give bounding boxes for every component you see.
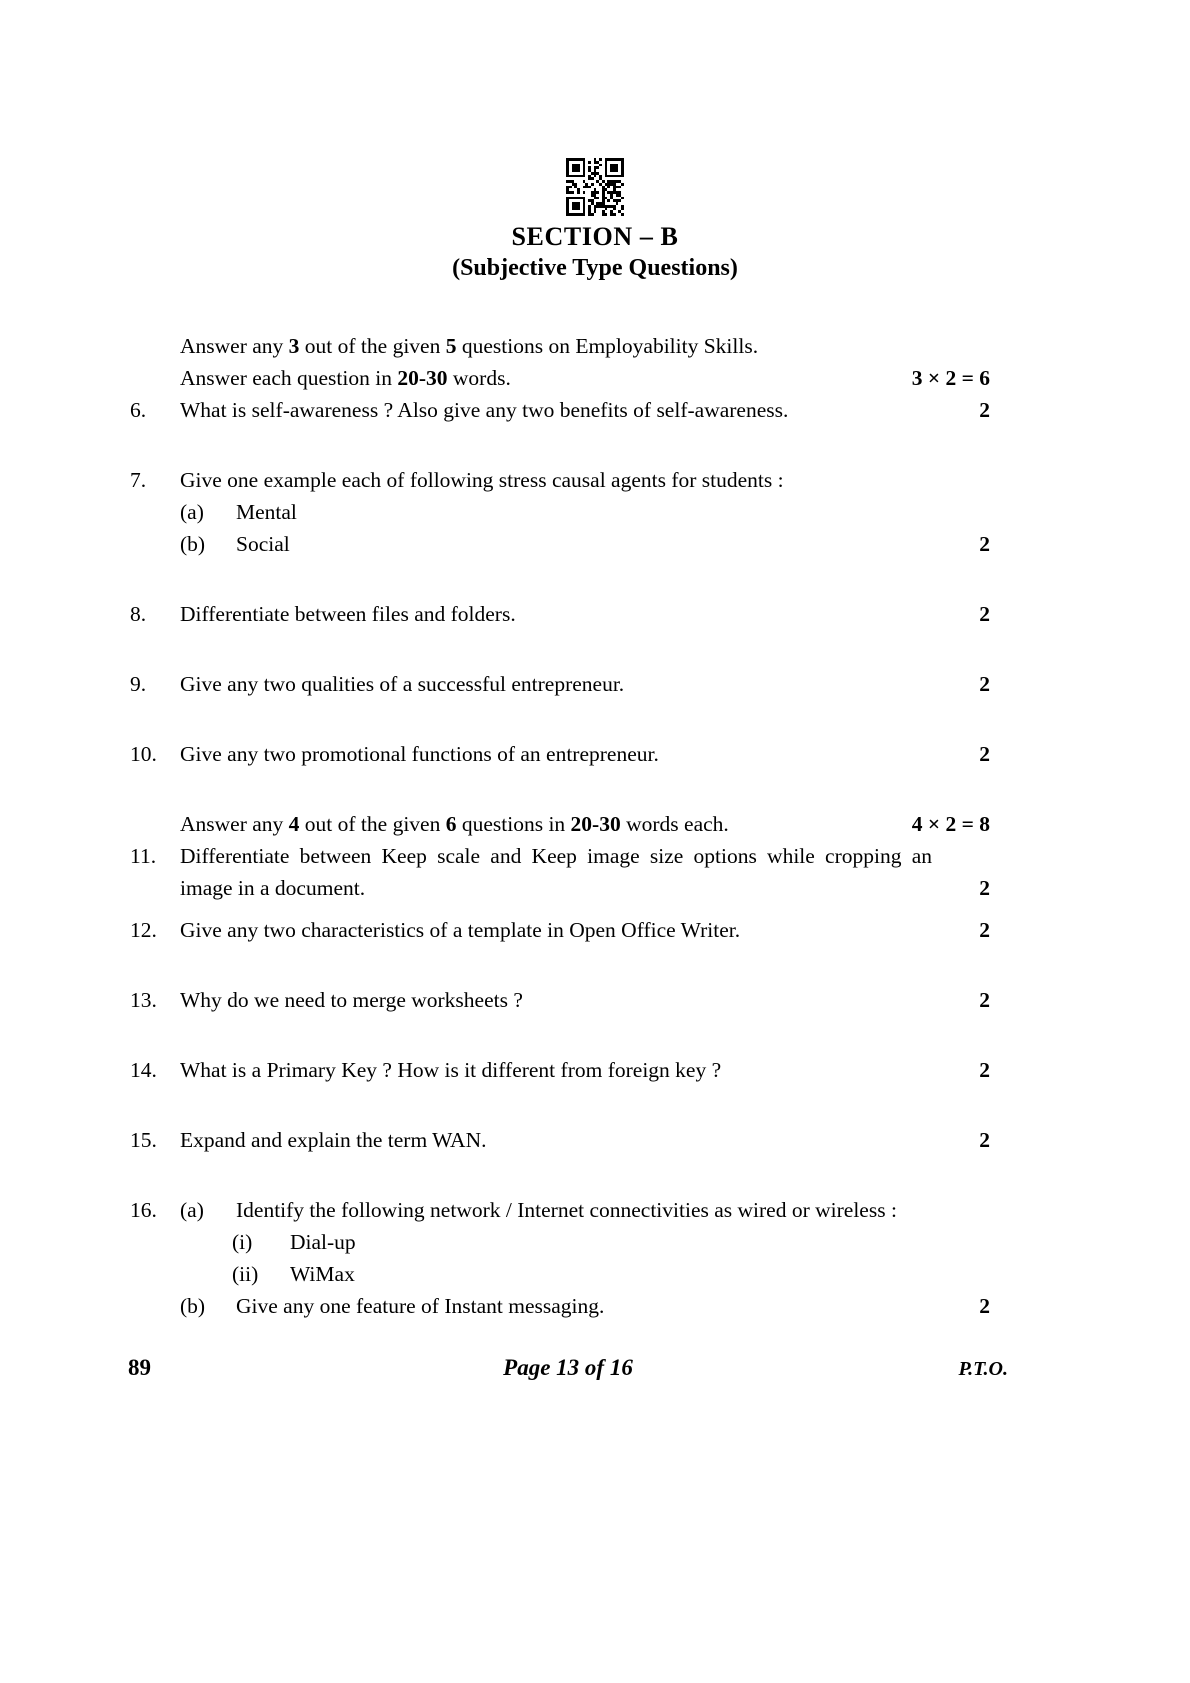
page-footer — [128, 1355, 1008, 1381]
spacer — [128, 700, 990, 738]
question-16-part-b-body — [180, 1290, 932, 1322]
spacer — [128, 560, 990, 598]
spacer — [128, 770, 990, 808]
question-16-part-b — [128, 1290, 990, 1322]
question-10 — [128, 738, 990, 770]
question-11-text: Differentiate between Keep scale and Keep image size options while cropping an image in a document. — [180, 844, 932, 900]
question-16-sub-ii — [128, 1258, 990, 1290]
instruction-employability-words: Answer each question in 20-30 words. — [180, 366, 511, 390]
qr-code-container — [0, 158, 1190, 216]
question-8 — [128, 598, 990, 630]
question-7-part-b — [128, 528, 990, 560]
section-heading: SECTION – B — [511, 222, 679, 251]
question-7-part-a — [128, 496, 990, 528]
question-16-sub-i-body — [180, 1226, 932, 1258]
question-16-part-a-label: (a) — [180, 1198, 204, 1222]
question-16-part-b-text: Give any one feature of Instant messaging. — [236, 1294, 605, 1318]
question-14-marks: 2 — [979, 1058, 990, 1082]
question-12-text: Give any two characteristics of a template in Open Office Writer. — [180, 918, 741, 942]
question-8-number: 8. — [130, 602, 147, 626]
question-16-sub-ii-text: WiMax — [290, 1262, 355, 1286]
question-9-number: 9. — [130, 672, 147, 696]
footer-paper-code: 89 — [128, 1355, 151, 1380]
spacer — [128, 946, 990, 984]
instruction-employability — [128, 330, 990, 362]
question-7-part-a-text: Mental — [236, 500, 297, 524]
question-14-text: What is a Primary Key ? How is it different from foreign key ? — [180, 1058, 722, 1082]
spacer — [128, 1156, 990, 1194]
question-8-marks: 2 — [979, 602, 990, 626]
question-14-number: 14. — [130, 1058, 157, 1082]
question-11-marks: 2 — [979, 876, 990, 900]
instruction-subject-marks: 4 × 2 = 8 — [911, 812, 990, 836]
question-11-number: 11. — [130, 844, 157, 868]
question-16-sub-i — [128, 1226, 990, 1258]
question-6-number: 6. — [130, 398, 147, 422]
question-12-number: 12. — [130, 918, 157, 942]
question-12-marks: 2 — [979, 918, 990, 942]
spacer — [128, 904, 990, 914]
instruction-employability-line2 — [128, 362, 990, 394]
question-15-text: Expand and explain the term WAN. — [180, 1128, 487, 1152]
question-9-marks: 2 — [979, 672, 990, 696]
question-16-sub-ii-body — [180, 1258, 932, 1290]
spacer — [128, 1016, 990, 1054]
question-16 — [128, 1194, 990, 1226]
question-7-part-b-body — [180, 528, 932, 560]
question-8-text: Differentiate between files and folders. — [180, 602, 516, 626]
qr-code — [566, 158, 624, 216]
question-16-sub-i-label: (i) — [232, 1230, 253, 1254]
instruction-subject — [128, 808, 990, 840]
question-13-text: Why do we need to merge worksheets ? — [180, 988, 523, 1012]
question-7 — [128, 464, 990, 496]
question-13 — [128, 984, 990, 1016]
question-9 — [128, 668, 990, 700]
question-11 — [128, 840, 990, 904]
spacer — [128, 1086, 990, 1124]
question-7-part-b-label: (b) — [180, 532, 206, 556]
instruction-subject-text: Answer any 4 out of the given 6 questions in 20-30 words each. — [180, 812, 729, 836]
question-10-text: Give any two promotional functions of an entrepreneur. — [180, 742, 659, 766]
question-7-part-b-text: Social — [236, 532, 290, 556]
question-16-part-b-marks: 2 — [979, 1294, 990, 1318]
question-12 — [128, 914, 990, 946]
question-7-part-a-body — [180, 496, 932, 528]
footer-page-label: Page 13 of 16 — [503, 1355, 633, 1380]
question-16-number: 16. — [130, 1198, 157, 1222]
question-16-part-b-label: (b) — [180, 1294, 206, 1318]
question-16-sub-ii-label: (ii) — [232, 1262, 259, 1286]
spacer — [128, 630, 990, 668]
question-10-number: 10. — [130, 742, 157, 766]
question-16-part-a — [180, 1194, 932, 1226]
question-7-number: 7. — [130, 468, 147, 492]
question-7-part-a-label: (a) — [180, 500, 204, 524]
question-13-number: 13. — [130, 988, 157, 1012]
question-10-marks: 2 — [979, 742, 990, 766]
instruction-employability-text: Answer any 3 out of the given 5 questions on Employability Skills. — [180, 334, 759, 358]
question-7-text: Give one example each of following stress causal agents for students : — [180, 468, 784, 492]
question-13-marks: 2 — [979, 988, 990, 1012]
questions-body — [128, 330, 990, 1322]
instruction-employability-marks: 3 × 2 = 6 — [911, 366, 990, 390]
question-14 — [128, 1054, 990, 1086]
question-16-part-a-text: Identify the following network / Internet connectivities as wired or wireless : — [236, 1198, 897, 1222]
question-6-marks: 2 — [979, 398, 990, 422]
question-15-number: 15. — [130, 1128, 157, 1152]
question-7-part-b-marks: 2 — [979, 532, 990, 556]
section-subheading: (Subjective Type Questions) — [452, 255, 738, 281]
question-15-marks: 2 — [979, 1128, 990, 1152]
question-16-sub-i-text: Dial-up — [290, 1230, 356, 1254]
question-6-text: What is self-awareness ? Also give any two benefits of self-awareness. — [180, 398, 789, 422]
question-9-text: Give any two qualities of a successful entrepreneur. — [180, 672, 625, 696]
question-15 — [128, 1124, 990, 1156]
spacer — [128, 426, 990, 464]
footer-pto: P.T.O. — [958, 1358, 1008, 1380]
question-6 — [128, 394, 990, 426]
